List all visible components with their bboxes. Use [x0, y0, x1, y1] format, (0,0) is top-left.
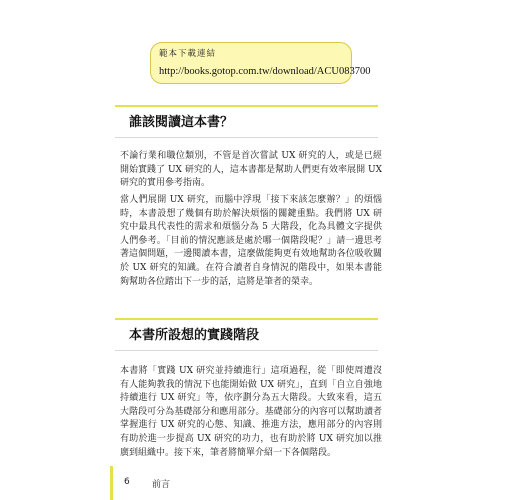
- footer-accent-bar: [110, 466, 113, 500]
- section-heading-who-should-read: 誰該閱讀這本書？: [115, 105, 378, 138]
- download-label: 範本下載連結: [159, 49, 217, 59]
- download-url-link[interactable]: http://books.gotop.com.tw/download/ACU083700: [159, 66, 371, 77]
- paragraph: 不論行業和職位類別，不管是首次嘗試 UX 研究的人，或是已經開始實踐了 UX 研究的人，這本書都是幫助人們更有效率展開 UX 研究的實用參考指南。: [120, 151, 382, 189]
- running-title: 前言: [152, 480, 171, 490]
- section-heading-practice-stages: 本書所設想的實踐階段: [115, 318, 378, 351]
- paragraph: 當人們展開 UX 研究，而腦中浮現「接下來該怎麼辦？」的煩惱時，本書設想了幾個有助於解決煩惱的關鍵重點。我們將 UX 研究中最具代表性的需求和煩惱分為 5 大階段，化為具體文字提供人們參考。「目前的情況應該是處於哪一個階段呢？」請一邊思考著這個問題，一邊閱讀本書，這麼做能夠更有效地幫助各位吸收關於 UX 研究的知識。在符合讀者自身情況的階段中，如果本書能夠幫助各位踏出下一步的話，這將是筆者的榮幸。: [120, 195, 382, 287]
- paragraph: 本書將「實踐 UX 研究並持續進行」這項過程，從「即使周遭沒有人能夠教我的情況下也能開始做 UX 研究」，直到「自立自強地持續進行 UX 研究」等，依序劃分為五大階段。大致來看，這五大階段可分為基礎部分和應用部分。基礎部分的內容可以幫助讀者掌握進行 UX 研究的心態、知識、推進方法，應用部分的內容則有助於進一步提高 UX 研究的功力，也有助於將 UX 研究加以推廣到組織中。接下來，筆者將簡單介紹一下各個階段。: [120, 366, 382, 458]
- page-number: 6: [124, 477, 130, 487]
- download-link-box: [150, 42, 371, 84]
